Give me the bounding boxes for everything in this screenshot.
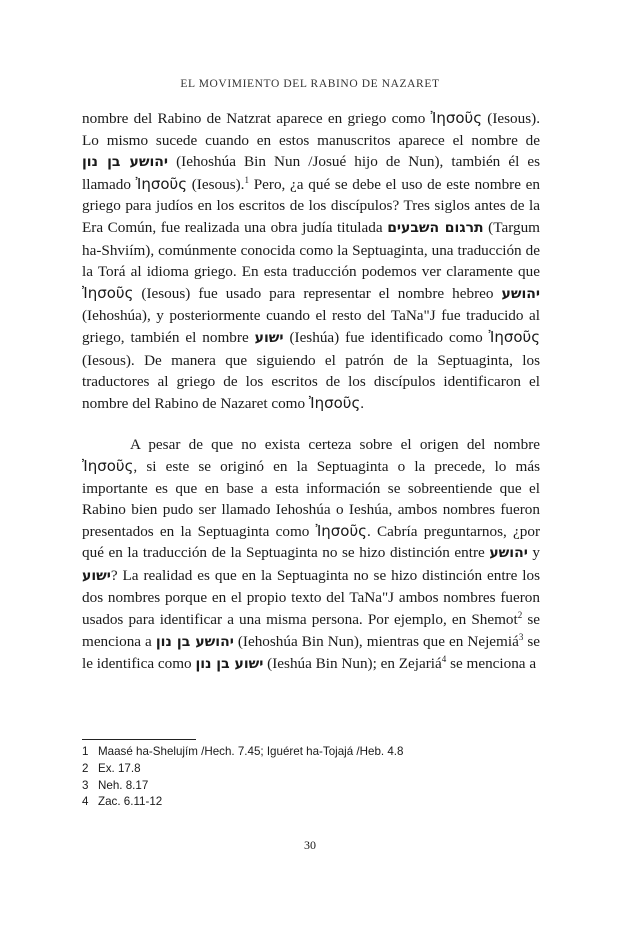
footnote-ref: 3 [518, 631, 524, 642]
greek-word: Ἰησοῦς [82, 456, 134, 475]
greek-word: Ἰησοῦς [135, 174, 188, 193]
text-run: (Iehoshúa Bin Nun), mientras que en Nejemiá [233, 632, 519, 650]
footnote [82, 761, 540, 778]
hebrew-word: ישוע [254, 329, 284, 346]
footnote-text: Neh. 8.17 [98, 778, 149, 792]
text-run: (Iesous). Lo mismo sucede cuando en estos manuscritos aparece el nombre de [82, 110, 541, 149]
footnote-number: 3 [82, 778, 89, 792]
footnote-text: Maasé ha-Shelujím /Hech. 7.45; Iguéret ha-Tojajá /Heb. 4.8 [98, 745, 404, 758]
text-run: A pesar de que no exista certeza sobre el origen del nombre [130, 436, 540, 454]
text-run: (Iehoshúa), y posteriormente cuando el resto del TaNa"J fue traducido al griego, también el nombre [82, 307, 540, 346]
text-run: (Iesous). [187, 175, 245, 193]
hebrew-word: יהושע בן נון [155, 633, 234, 650]
hebrew-word: יהושע בן נון [82, 154, 169, 171]
text-run: (Ieshúa Bin Nun); en Zejariá [263, 655, 442, 673]
text-run: . [360, 394, 365, 412]
footnote-divider [82, 739, 196, 740]
paragraph-1 [82, 108, 540, 414]
text-run: . Cabría preguntarnos, ¿por qué en la traducción de la Septuaginta no se hizo distinción entre [82, 522, 541, 562]
text-run: (Ieshúa) fue identificado como [283, 328, 489, 346]
footnote-ref: 1 [244, 174, 249, 185]
hebrew-word: ישוע [82, 567, 111, 584]
greek-word: Ἰησοῦς [82, 283, 134, 302]
hebrew-word: ישוע בן נון [195, 656, 264, 673]
text-run: , si este se originó en la Septuaginta o la precede, lo más importante es que en base a esta información se sobreentiende que el Rabino bien pudo ser llamado Iehoshúa o Ieshúa, ambos nombres fueron presentados en la Septuaginta como [82, 457, 540, 540]
main-text [82, 108, 540, 676]
page-number: 30 [304, 838, 316, 852]
text-run: nombre del Rabino de Natzrat aparece en griego como [82, 110, 431, 127]
greek-word: Ἰησοῦς [308, 393, 361, 412]
footnote-number: 1 [82, 745, 89, 758]
footnote [82, 778, 540, 795]
footnote-text: Ex. 17.8 [98, 761, 141, 775]
hebrew-word: תרגום השבעים [387, 219, 484, 236]
text-run: (Targum ha-Shviím), comúnmente conocida como la Septuaginta, una traducción de la Torá al idioma griego. En esta traducción podemos ver claramente que [82, 218, 540, 281]
hebrew-word: יהושע [489, 545, 528, 562]
footnotes [82, 744, 540, 811]
running-header: EL MOVIMIENTO DEL RABINO DE NAZARET [180, 78, 440, 90]
text-run: (Iehoshúa Bin Nun /Josué hijo de Nun), también él es llamado [82, 153, 540, 193]
greek-word: Ἰησοῦς [488, 327, 541, 346]
footnote [82, 744, 540, 761]
footnote-text: Zac. 6.11-12 [98, 795, 163, 809]
text-run: se menciona a [82, 611, 540, 650]
greek-word: Ἰησοῦς [430, 109, 482, 127]
text-run: se le identifica como [82, 632, 540, 673]
text-run: Pero, ¿a qué se debe el uso de este nombre en griego para judíos en los escritos de los discípulos? Tres siglos antes de la Era Común, fue realizada una obra judía titulada [82, 175, 541, 236]
text-run: se menciona a [446, 655, 537, 673]
paragraph-2 [82, 434, 540, 676]
footnote-ref: 4 [441, 654, 447, 665]
text-run: (Iesous) fue usado para representar el nombre hebreo [133, 284, 502, 302]
footnote-number: 2 [82, 761, 89, 775]
text-run: ? La realidad es que en la Septuaginta no se hizo distinción entre los dos nombres porque en el propio texto del TaNa"J ambos nombres fueron usados para identificar a una misma persona. Por ejemplo, en Shemot [82, 566, 540, 629]
text-run: y [527, 544, 541, 562]
greek-word: Ἰησοῦς [315, 521, 367, 540]
footnote-number: 4 [82, 795, 89, 809]
footnote-ref: 2 [517, 610, 523, 620]
text-run: (Iesous). De manera que siguiendo el patrón de la Septuaginta, los traductores al griego de los escritos de los discípulos identificaron el nombre del Rabino de Nazaret como [82, 351, 540, 412]
footnote [82, 794, 540, 811]
hebrew-word: יהושע [501, 285, 540, 302]
